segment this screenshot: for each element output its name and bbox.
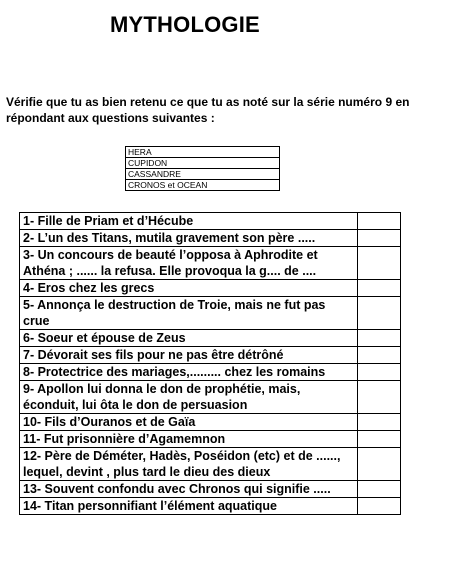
questions-table [19,212,401,515]
answer-cell[interactable] [357,481,400,498]
question-row [20,247,401,280]
question-text: 14- Titan personnifiant l’élément aquatique [20,498,358,515]
answer-cell[interactable] [357,330,400,347]
word-list-row [126,180,280,191]
question-text: 10- Fils d’Ouranos et de Gaïa [20,414,358,431]
question-text: 1- Fille de Priam et d’Hécube [20,213,358,230]
answer-cell[interactable] [357,431,400,448]
word-list-row [126,169,280,180]
answer-cell[interactable] [357,280,400,297]
instructions-text: Vérifie que tu as bien retenu ce que tu as noté sur la série numéro 9 en répondant aux questions suivantes : [6,95,410,125]
answer-cell[interactable] [357,213,400,230]
word-list-row [126,147,280,158]
answer-cell[interactable] [357,448,400,481]
answer-cell[interactable] [357,230,400,247]
question-text: 5- Annonça le destruction de Troie, mais ne fut pas crue [20,297,358,330]
word-list-item: CRONOS et OCEAN [126,180,280,191]
question-row [20,498,401,515]
question-text: 7- Dévorait ses fils pour ne pas être détrôné [20,347,358,364]
question-row [20,230,401,247]
question-text: 2- L’un des Titans, mutila gravement son père ..... [20,230,358,247]
question-text: 9- Apollon lui donna le don de prophétie, mais, éconduit, lui ôta le don de persuasion [20,381,358,414]
page-title: MYTHOLOGIE [110,12,260,37]
word-list-item: CUPIDON [126,158,280,169]
question-text: 4- Eros chez les grecs [20,280,358,297]
question-row [20,213,401,230]
word-list-row [126,158,280,169]
answer-cell[interactable] [357,381,400,414]
answer-cell[interactable] [357,414,400,431]
answer-cell[interactable] [357,347,400,364]
question-row [20,481,401,498]
answer-cell[interactable] [357,498,400,515]
question-row [20,448,401,481]
question-text: 11- Fut prisonnière d’Agamemnon [20,431,358,448]
question-text: 8- Protectrice des mariages,......... chez les romains [20,364,358,381]
word-list-box [125,146,280,191]
question-row [20,330,401,347]
word-list-item: HERA [126,147,280,158]
question-row [20,297,401,330]
question-text: 12- Père de Déméter, Hadès, Poséidon (etc) et de ......, lequel, devint , plus tard le dieu des dieux [20,448,358,481]
question-row [20,280,401,297]
answer-cell[interactable] [357,364,400,381]
word-list-item: CASSANDRE [126,169,280,180]
answer-cell[interactable] [357,297,400,330]
question-row [20,414,401,431]
question-text: 13- Souvent confondu avec Chronos qui signifie ..... [20,481,358,498]
question-row [20,381,401,414]
question-row [20,431,401,448]
answer-cell[interactable] [357,247,400,280]
question-row [20,364,401,381]
question-row [20,347,401,364]
question-text: 3- Un concours de beauté l’opposa à Aphrodite et Athéna ; ...... la refusa. Elle provoqua la g.... de .... [20,247,358,280]
question-text: 6- Soeur et épouse de Zeus [20,330,358,347]
